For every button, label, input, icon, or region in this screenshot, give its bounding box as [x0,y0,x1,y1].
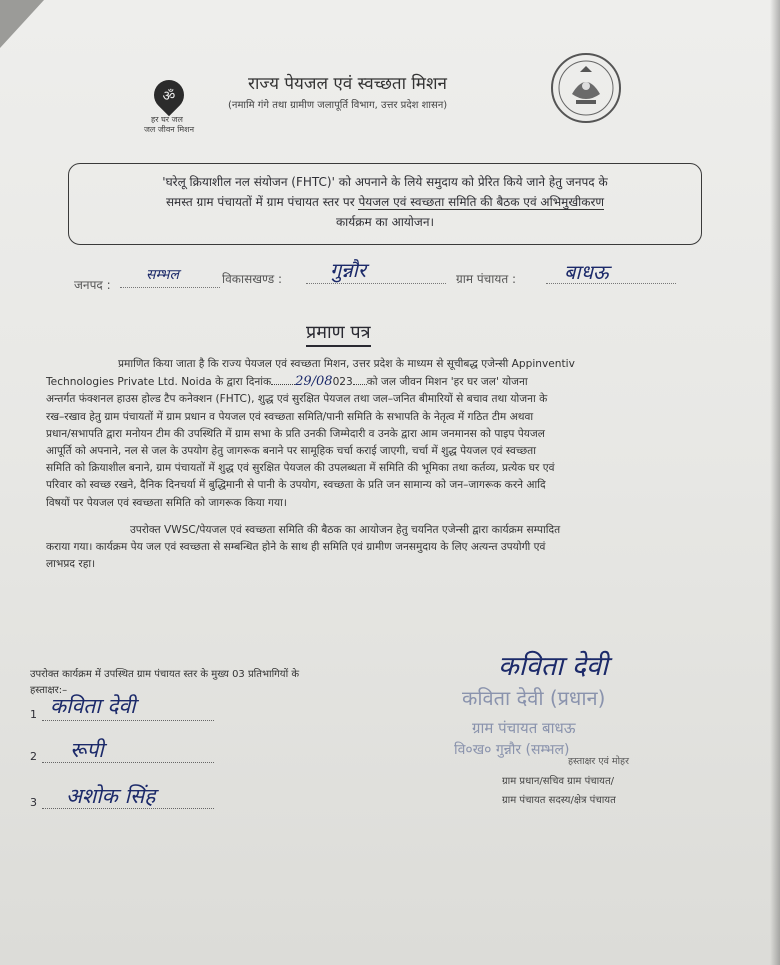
participant-signature: अशोक सिंह [66,784,156,808]
panchayat-label: ग्राम पंचायत : [456,272,517,286]
har-ghar-jal-logo [138,80,208,148]
block-label: विकासखण्ड : [222,272,283,286]
paragraph-line: उपरोक्त VWSC/पेयजल एवं स्वच्छता समिति की बैठक का आयोजन हेतु चयनित एजेन्सी द्वारा कार्यक्रम सम्पादित [130,524,561,536]
participants-intro-line-1: उपरोक्त कार्यक्रम में उपस्थित ग्राम पंचायत स्तर के मुख्य 03 प्रतिभागियों के [30,669,300,680]
certificate-heading: प्रमाण पत्र [306,320,371,347]
notice-line-2-prefix: समस्त ग्राम पंचायतों में ग्राम पंचायत स्तर पर [165,195,359,209]
printed-year-digits: 023 [332,376,353,389]
date-blank-dots [271,384,295,385]
paragraph-line: प्रधान/सभापति द्वारा मनोयन टीम की उपस्थिति में ग्राम सभा के प्रति उनकी जिम्मेदारी व उनके द्वारा आम जनमानस को पाइप पेयजल [46,427,545,440]
up-govt-emblem-icon [546,52,626,124]
district-label: जनपद : [74,278,111,292]
district-value: सम्भल [146,267,179,283]
signatory-label-3: ग्राम पंचायत सदस्य/क्षेत्र पंचायत [502,795,616,806]
participants-intro-line-2: हस्ताक्षर:– [30,685,68,696]
paragraph-line: प्रमाणित किया जाता है कि राज्य पेयजल एवं स्वच्छता मिशन, उत्तर प्रदेश के माध्यम से सूचीबद्ध एजेन्सी Appinventiv [118,358,575,370]
stamp-panchayat: ग्राम पंचायत बाधऊ [472,719,576,737]
logo-text-line: हर घर जल [151,115,183,124]
paragraph-line: अन्तर्गत फंक्शनल हाउस होल्ड टैप कनेक्शन (FHTC), शुद्ध एवं सुरक्षित पेयजल तथा जल–जनित बीमारियों से बचाव तथा योजना के [46,393,548,406]
program-notice-box [68,163,702,245]
participant-number: 3 [30,796,37,809]
folded-page-corner [0,0,44,48]
paragraph-line: लाभप्रद रहा। [46,558,96,571]
notice-line-1: 'घरेलू क्रियाशील नल संयोजन (FHTC)' को अपनाने के लिये समुदाय को प्रेरित किये जाने हेतु जनपद के [162,175,608,189]
paragraph-line: कराया गया। कार्यक्रम पेय जल एवं स्वच्छता से सम्बन्धित होने के साथ ही समिति एवं ग्रामीण जनसमुदाय के लिए अत्यन्त उपयोगी एवं [46,541,546,554]
page-shadow-edge [770,0,780,965]
paragraph-line: आपूर्ति को अपनाने, नल से जल के उपयोग हेतु जागरूक बनाने पर सामूहिक चर्चा कराई जाएगी, चर्चा में शुद्ध पेयजल एवं स्वच्छता [46,445,536,458]
participant-signature-line [42,762,214,763]
signatory-label-2: ग्राम प्रधान/सचिव ग्राम पंचायत/ [502,776,615,787]
participant-number: 2 [30,750,37,763]
paragraph-line: समिति को क्रियाशील बनाने, ग्राम पंचायतों में शुद्ध एवं सुरक्षित पेयजल की उपलब्धता में समिति की भूमिका तथा कर्तव्य, प्रत्येक घर एवं [46,462,555,475]
paragraph-line: रख–रखाव हेतु ग्राम पंचायतों में ग्राम प्रधान व पेयजल एवं स्वच्छता समिति/पानी समिति के सभापति के नेतृत्व में गठित टीम अथवा [46,410,534,423]
handwritten-date: 29/08 [295,374,333,390]
notice-line-2 [69,193,701,210]
participant-signature: रूपी [70,738,104,762]
water-drop-icon: ॐ [148,74,190,116]
participant-signature: कविता देवी [50,694,136,718]
paragraph-line: विषयों पर पेयजल एवं स्वच्छता समिति को जागरूक किया गया। [46,496,287,509]
stamp-name: कविता देवी (प्रधान) [462,686,606,710]
paragraph-line-text: को जल जीवन मिशन 'हर घर जल' योजना [366,376,528,389]
document-subtitle: (नमामि गंगे तथा ग्रामीण जलापूर्ति विभाग, उत्तर प्रदेश शासन) [228,100,448,111]
paragraph-line-text: Technologies Private Ltd. Noida के द्वारा दिनांक [46,376,272,389]
logo-text-line: जल जीवन मिशन [143,125,195,134]
date-blank-dots [353,384,367,385]
paragraph-line: परिवार को स्वच्छ रखने, दैनिक दिनचर्या में बुद्धिमानी से पानी के उपयोग, स्वच्छता के प्रति जन सामान्य को जन–जागरूक करने आदि [46,479,546,492]
participant-signature-line [42,720,214,721]
signatory-label-1: हस्ताक्षर एवं मोहर [568,756,629,767]
certificate-paragraph-2 [46,522,716,574]
certificate-paragraph-1 [46,356,716,512]
block-dotted-line [306,283,446,284]
document-title: राज्य पेयजल एवं स्वच्छता मिशन [248,74,447,94]
notice-line-3: कार्यक्रम का आयोजन। [335,215,435,229]
pradhan-signature: कविता देवी [498,651,609,682]
stamp-block: वि०ख० गुन्नौर (सम्भल) [454,742,570,758]
district-dotted-line [120,287,220,288]
participant-number: 1 [30,708,37,721]
paragraph-line [46,373,716,391]
panchayat-value: बाधऊ [564,260,609,284]
notice-line-2-underlined: पेयजल एवं स्वच्छता समिति की बैठक एवं अभिमुखीकरण [358,195,605,209]
block-value: गुन्नौर [330,258,367,282]
